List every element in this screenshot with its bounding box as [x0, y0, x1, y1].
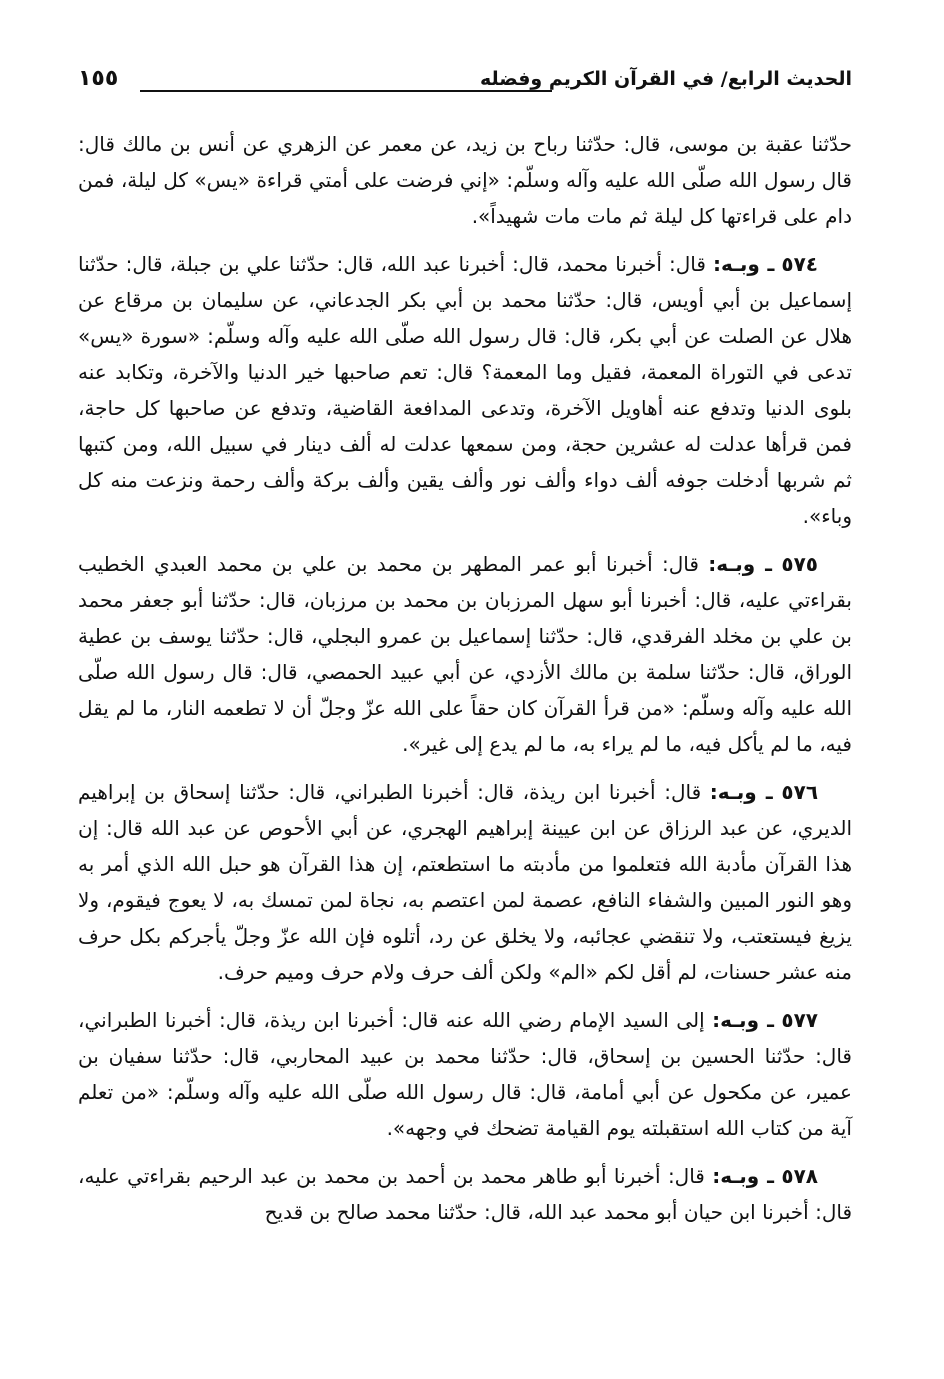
hadith-number: ٥٧٤: [781, 252, 819, 276]
paragraph-text: قال: أخبرنا محمد، قال: أخبرنا عبد الله، قال: حدّثنا علي بن جبلة، قال: حدّثنا إسماعيل بن أبي أويس، قال: حدّثنا محمد بن أبي بكر الجدعاني، عن سليمان بن مرقاع عن هلال عن الصلت عن أبي بكر، قال: قال رسول الله صلّى الله عليه وآله وسلّم: «سورة «يس» تدعى في التوراة المعمة، فقيل وما المعمة؟ قال: تعم صاحبها خير الدنيا والآخرة، وتكابد عنه بلوى الدنيا وتدفع عنه أهاويل الآخرة، وتدعى المدافعة القاضية، وتدفع عن صاحبها كل حاجة، فمن قرأها عدلت له عشرين حجة، ومن سمعها عدلت له ألف دينار في سبيل الله، ومن كتبها ثم شربها أدخلت جوفه ألف دواء وألف نور وألف يقين وألف بركة وألف رحمة ونزعت منه كل وباء».: [78, 252, 852, 528]
paragraph-text: قال: أخبرنا ابن ريذة، قال: أخبرنا الطبراني، قال: حدّثنا إسحاق بن إبراهيم الديري، عن عبد الرزاق عن ابن عيينة إبراهيم الهجري، عن أبي الأحوص عن عبد الله قال: إن هذا القرآن مأدبة الله فتعلموا من مأدبته ما استطعتم، إن هذا القرآن هو حبل الله الذي أمر به وهو النور المبين والشفاء النافع، عصمة لمن اعتصم به، نجاة لمن تمسك به، لا يعوج فيقوم، ولا يزيغ فيستعتب، ولا تنقضي عجائبه، ولا يخلق عن رد، أتلوه فإن الله عزّ وجلّ يأجركم بكل حرف منه عشر حسنات، لم أقل لكم «الم» ولكن ألف حرف ولام حرف وميم حرف.: [78, 780, 852, 984]
hadith-lead: ـ وبـه:: [709, 780, 773, 804]
hadith-lead: ـ وبـه:: [708, 552, 773, 576]
chapter-title: الحديث الرابع/ في القرآن الكريم وفضله: [479, 68, 852, 90]
hadith-number: ٥٧٧: [781, 1008, 818, 1032]
hadith-number: ٥٧٥: [781, 552, 819, 576]
hadith-575: [78, 546, 852, 762]
hadith-number: ٥٧٦: [781, 780, 819, 804]
hadith-576: [78, 774, 852, 990]
hadith-lead: ـ وبـه:: [712, 1008, 774, 1032]
paragraph-text: إلى السيد الإمام رضي الله عنه قال: أخبرنا ابن ريذة، قال: أخبرنا الطبراني، قال: حدّثنا الحسين بن إسحاق، قال: حدّثنا محمد بن عبيد المحاربي، قال: حدّثنا سفيان بن عمير، عن مكحول عن أبي أمامة، قال: قال رسول الله صلّى الله عليه وآله وسلّم: «من تعلم آية من كتاب الله استقبلته يوم القيامة تضحك في وجهه».: [78, 1008, 852, 1140]
book-page: [78, 62, 852, 1359]
header-rule: [140, 90, 552, 92]
running-header: [78, 62, 852, 106]
hadith-577: [78, 1002, 852, 1146]
hadith-lead: ـ وبـه:: [712, 1164, 774, 1188]
hadith-578: [78, 1158, 852, 1230]
paragraph-text: قال: أخبرنا أبو طاهر محمد بن أحمد بن محمد بن عبد الرحيم بقراءتي عليه، قال: أخبرنا ابن حيان أبو محمد عبد الله، قال: حدّثنا محمد صالح بن قديح: [78, 1164, 852, 1224]
paragraph-text: قال: أخبرنا أبو عمر المطهر بن محمد بن علي بن محمد العبدي الخطيب بقراءتي عليه، قال: أخبرنا أبو سهل المرزبان بن محمد بن مرزبان، قال: حدّثنا أبو جعفر محمد بن علي بن مخلد الفرقدي، قال: حدّثنا إسماعيل بن عمرو البجلي، قال: حدّثنا يوسف بن عطية الوراق، قال: حدّثنا سلمة بن مالك الأزدي، عن أبي عبيد الحمصي، قال: قال رسول الله صلّى الله عليه وآله وسلّم: «من قرأ القرآن كان حقاً على الله عزّ وجلّ أن لا تطعمه النار، ما لم يقل فيه، ما لم يأكل فيه، ما لم يراء به، ما لم يدع إلى غير».: [78, 552, 852, 756]
paragraph-continued: [78, 126, 852, 234]
paragraph-text: حدّثنا عقبة بن موسى، قال: حدّثنا رباح بن زيد، عن معمر عن الزهري عن أنس بن مالك قال: قال رسول الله صلّى الله عليه وآله وسلّم: «إني فرضت على أمتي قراءة «يس» كل ليلة، فمن دام على قراءتها كل ليلة ثم مات مات شهيداً».: [78, 132, 852, 228]
hadith-574: [78, 246, 852, 534]
hadith-lead: ـ وبـه:: [712, 252, 775, 276]
hadith-number: ٥٧٨: [781, 1164, 819, 1188]
page-number: ١٥٥: [78, 66, 119, 91]
body-text: [78, 126, 852, 1230]
